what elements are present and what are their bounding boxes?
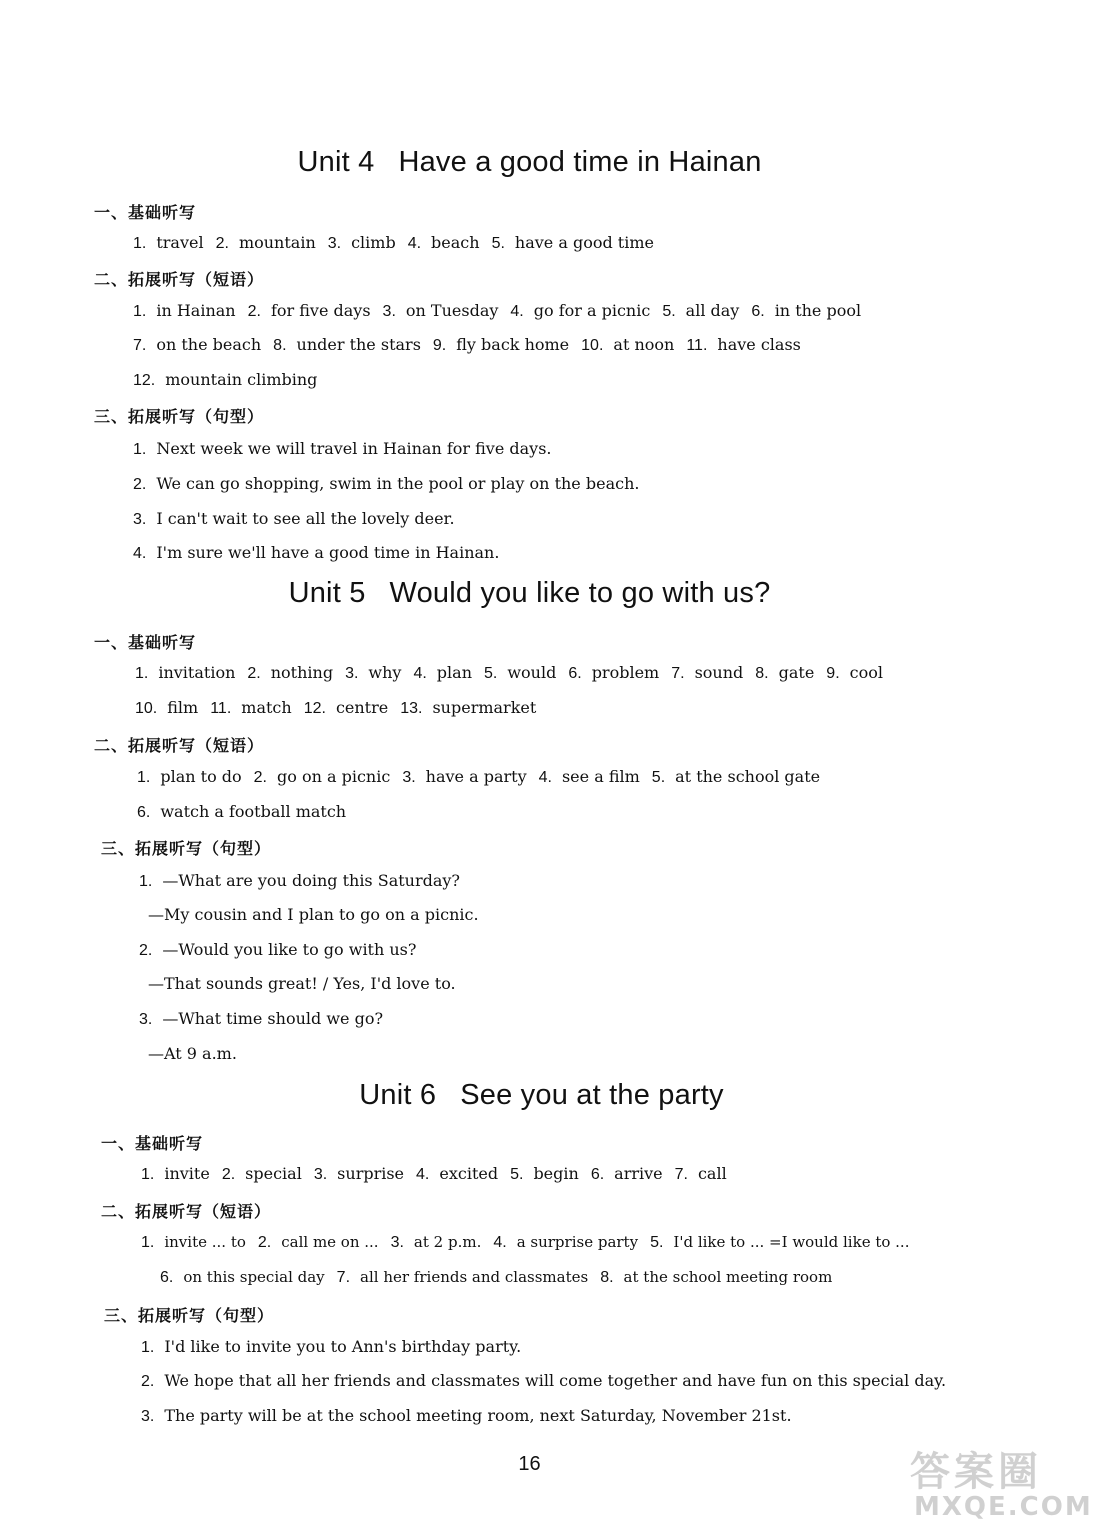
- answer-item: [133, 335, 261, 355]
- item-text: at 2 p.m.: [413, 1233, 482, 1251]
- answer-line: [148, 905, 491, 924]
- item-text: cool: [849, 663, 883, 682]
- item-text: fly back home: [456, 335, 570, 354]
- answer-item: [416, 1164, 498, 1184]
- answer-item: [510, 1164, 579, 1184]
- item-text: plan: [436, 663, 472, 682]
- answer-item: [247, 663, 333, 683]
- item-text: I can't wait to see all the lovely deer.: [156, 509, 455, 528]
- answer-item: [650, 1233, 909, 1252]
- item-text: mountain: [238, 233, 316, 252]
- item-number: 2.: [141, 1373, 155, 1390]
- item-text: all her friends and classmates: [360, 1268, 589, 1286]
- answer-item: [216, 233, 316, 253]
- watermark-logo: [906, 1440, 1093, 1530]
- item-number: 3.: [313, 1166, 328, 1183]
- answer-item: [135, 698, 198, 718]
- item-number: 12.: [303, 700, 326, 717]
- item-text: supermarket: [432, 698, 537, 717]
- item-text: at noon: [613, 335, 675, 354]
- item-text: mountain climbing: [165, 370, 318, 389]
- answer-item: [675, 1164, 727, 1184]
- answer-item: [254, 767, 391, 787]
- item-text: invite: [164, 1164, 210, 1183]
- answer-item: [755, 663, 814, 683]
- item-number: 3.: [402, 769, 416, 786]
- answer-item: [383, 301, 499, 321]
- answer-item: [391, 1233, 482, 1252]
- answer-line: [139, 1009, 395, 1029]
- answer-item: [314, 1164, 404, 1184]
- item-text: I'm sure we'll have a good time in Hainan.: [156, 543, 500, 562]
- answer-item: [400, 698, 536, 718]
- item-number: 8.: [273, 337, 287, 354]
- item-number: 4.: [133, 545, 147, 562]
- item-number: 3.: [133, 511, 147, 528]
- item-text: call: [697, 1164, 727, 1183]
- item-text: go on a picnic: [277, 767, 391, 786]
- answer-line: [137, 767, 832, 787]
- item-text: sound: [694, 663, 744, 682]
- answer-line: [141, 1337, 533, 1357]
- answer-item: [600, 1268, 832, 1287]
- answer-line: [133, 474, 651, 494]
- item-text: in Hainan: [156, 301, 236, 320]
- answer-item: [133, 509, 455, 529]
- unit-6-title: [0, 1079, 1059, 1112]
- item-number: 3.: [345, 665, 359, 682]
- item-text: film: [167, 698, 199, 717]
- answer-item: [133, 474, 639, 494]
- answer-item: [148, 1044, 237, 1063]
- answer-item: [141, 1164, 210, 1184]
- item-number: 2.: [133, 476, 147, 493]
- answer-item: [137, 767, 242, 787]
- answer-line: [141, 1406, 804, 1426]
- answer-line: [135, 663, 895, 683]
- item-number: 1.: [141, 1234, 155, 1251]
- item-text: travel: [156, 233, 204, 252]
- unit-name: Have a good time in Hainan: [398, 146, 762, 178]
- item-text: invitation: [158, 663, 236, 682]
- section-heading: 二、拓展听写（短语）: [94, 736, 265, 755]
- item-number: 6.: [568, 665, 582, 682]
- answer-item: [328, 233, 396, 253]
- item-number: 11.: [686, 337, 708, 354]
- item-text: The party will be at the school meeting room, next Saturday, November 21st.: [164, 1406, 792, 1425]
- section-heading: 三、拓展听写（句型）: [104, 1306, 275, 1325]
- answer-item: [141, 1233, 246, 1252]
- item-number: 2.: [215, 235, 229, 252]
- item-text: have a good time: [514, 233, 654, 252]
- answer-item: [133, 439, 552, 459]
- item-text: special: [245, 1164, 302, 1183]
- item-text: for five days: [270, 301, 371, 320]
- answer-item: [492, 233, 654, 253]
- unit-name: Would you like to go with us?: [389, 577, 771, 609]
- answer-item: [148, 905, 479, 924]
- item-text: —What time should we go?: [162, 1009, 384, 1028]
- item-number: 3.: [327, 235, 342, 252]
- answer-line: [135, 698, 548, 718]
- answer-item: [591, 1164, 663, 1184]
- item-number: 9.: [432, 337, 447, 354]
- answer-line: [133, 439, 564, 459]
- item-text: in the pool: [774, 301, 862, 320]
- answer-item: [662, 301, 739, 321]
- item-text: Next week we will travel in Hainan for five days.: [156, 439, 552, 458]
- answer-line: [133, 509, 467, 529]
- item-number: 11.: [210, 700, 232, 717]
- item-number: 5.: [662, 303, 676, 320]
- item-text: all day: [685, 301, 740, 320]
- item-number: 3.: [382, 303, 396, 320]
- item-number: 1.: [133, 441, 147, 458]
- item-number: 5.: [650, 1234, 664, 1251]
- answer-item: [141, 1371, 946, 1391]
- item-number: 4.: [493, 1234, 507, 1251]
- answer-item: [139, 940, 416, 960]
- section-heading: 二、拓展听写（短语）: [101, 1202, 272, 1221]
- item-number: 3.: [139, 1011, 153, 1028]
- item-number: 7.: [674, 1166, 688, 1183]
- item-number: 6.: [590, 1166, 605, 1183]
- answer-item: [137, 802, 346, 822]
- item-number: 6.: [137, 804, 151, 821]
- item-text: watch a football match: [160, 802, 347, 821]
- answer-item: [304, 698, 389, 718]
- section-heading: 三、拓展听写（句型）: [101, 839, 272, 858]
- item-text: —At 9 a.m.: [148, 1044, 237, 1063]
- item-text: on the beach: [156, 335, 262, 354]
- item-text: on Tuesday: [405, 301, 499, 320]
- answer-item: [510, 301, 650, 321]
- item-text: problem: [591, 663, 660, 682]
- answer-line: [133, 233, 666, 253]
- item-number: 8.: [600, 1269, 614, 1286]
- item-number: 2.: [247, 665, 261, 682]
- item-text: centre: [335, 698, 389, 717]
- item-text: at the school gate: [675, 767, 821, 786]
- item-text: would: [507, 663, 557, 682]
- item-number: 2.: [221, 1166, 236, 1183]
- item-text: match: [241, 698, 292, 717]
- item-number: 1.: [133, 235, 147, 252]
- item-number: 8.: [755, 665, 769, 682]
- item-number: 1.: [141, 1339, 155, 1356]
- item-number: 2.: [247, 303, 261, 320]
- answer-item: [413, 663, 472, 683]
- item-text: We can go shopping, swim in the pool or play on the beach.: [156, 474, 640, 493]
- answer-item: [581, 335, 674, 355]
- answer-line: [148, 1044, 249, 1063]
- item-text: I'd like to invite you to Ann's birthday party.: [164, 1337, 522, 1356]
- answer-item: [751, 301, 861, 321]
- answer-line: [148, 974, 468, 993]
- item-text: beach: [431, 233, 480, 252]
- item-text: have class: [717, 335, 801, 354]
- item-text: excited: [439, 1164, 499, 1183]
- item-number: 1.: [137, 769, 151, 786]
- answer-item: [273, 335, 421, 355]
- unit-number: Unit 5: [288, 577, 366, 609]
- answer-item: [133, 370, 317, 390]
- answer-line: [137, 802, 358, 822]
- unit-number: Unit 4: [297, 146, 375, 178]
- item-text: begin: [533, 1164, 579, 1183]
- answer-item: [133, 301, 236, 321]
- item-number: 4.: [538, 769, 552, 786]
- item-text: a surprise party: [516, 1233, 639, 1251]
- section-heading: 一、基础听写: [94, 633, 197, 652]
- watermark-text: 答案圈: [910, 1449, 1042, 1495]
- answer-item: [484, 663, 556, 683]
- answer-line: [141, 1371, 958, 1391]
- answer-item: [686, 335, 801, 355]
- answer-item: [402, 767, 526, 787]
- answer-line: [133, 370, 329, 390]
- item-number: 1.: [133, 303, 147, 320]
- answer-line: [133, 301, 873, 321]
- answer-item: [139, 871, 460, 891]
- item-text: plan to do: [160, 767, 242, 786]
- unit-number: Unit 6: [359, 1079, 437, 1111]
- item-number: 6.: [160, 1269, 174, 1286]
- item-text: —That sounds great! / Yes, I'd love to.: [148, 974, 456, 993]
- item-number: 1.: [141, 1166, 155, 1183]
- item-text: call me on ...: [281, 1233, 379, 1251]
- item-number: 4.: [407, 235, 422, 252]
- item-number: 4.: [510, 303, 524, 320]
- answer-line: [160, 1268, 844, 1287]
- answer-item: [433, 335, 569, 355]
- item-number: 7.: [336, 1269, 351, 1286]
- page-number: 16: [518, 1453, 541, 1475]
- answer-item: [222, 1164, 302, 1184]
- item-number: 2.: [253, 769, 267, 786]
- item-number: 4.: [416, 1166, 430, 1183]
- answer-item: [210, 698, 291, 718]
- item-text: climb: [351, 233, 396, 252]
- item-number: 1.: [139, 873, 153, 890]
- item-number: 4.: [413, 665, 427, 682]
- answer-item: [133, 233, 204, 253]
- item-text: arrive: [614, 1164, 663, 1183]
- answer-item: [248, 301, 371, 321]
- item-number: 2.: [257, 1234, 272, 1251]
- answer-line: [133, 335, 813, 355]
- item-number: 1.: [135, 665, 149, 682]
- item-number: 6.: [751, 303, 765, 320]
- answer-line: [139, 940, 428, 960]
- answer-line: [141, 1233, 921, 1252]
- item-text: why: [368, 663, 402, 682]
- item-text: I'd like to ... =I would like to ...: [673, 1233, 910, 1251]
- answer-item: [826, 663, 883, 683]
- section-heading: 三、拓展听写（句型）: [94, 407, 265, 426]
- answer-item: [148, 974, 456, 993]
- answer-item: [141, 1406, 792, 1426]
- item-text: have a party: [425, 767, 527, 786]
- item-number: 13.: [400, 700, 423, 717]
- section-heading: 一、基础听写: [101, 1134, 204, 1153]
- unit-4-title: [0, 146, 1059, 179]
- section-heading: 一、基础听写: [94, 203, 197, 222]
- answer-item: [139, 1009, 383, 1029]
- item-number: 5.: [484, 665, 498, 682]
- section-heading: 二、拓展听写（短语）: [94, 270, 265, 289]
- item-text: nothing: [270, 663, 334, 682]
- item-number: 7.: [133, 337, 147, 354]
- item-text: We hope that all her friends and classmates will come together and have fun on this special day.: [164, 1371, 947, 1390]
- item-text: —My cousin and I plan to go on a picnic.: [148, 905, 479, 924]
- answer-item: [135, 663, 235, 683]
- item-text: on this special day: [183, 1268, 325, 1286]
- answer-item: [671, 663, 743, 683]
- answer-item: [337, 1268, 589, 1287]
- answer-item: [258, 1233, 379, 1252]
- answer-item: [408, 233, 480, 253]
- answer-item: [160, 1268, 325, 1287]
- answer-item: [345, 663, 401, 683]
- item-text: see a film: [561, 767, 640, 786]
- item-number: 2.: [139, 942, 153, 959]
- watermark-url: MXQE.COM: [914, 1492, 1093, 1522]
- answer-item: [539, 767, 640, 787]
- item-number: 5.: [491, 235, 505, 252]
- answer-item: [652, 767, 820, 787]
- item-number: 5.: [510, 1166, 524, 1183]
- item-number: 10.: [581, 337, 604, 354]
- item-number: 3.: [390, 1234, 404, 1251]
- answer-item: [141, 1337, 521, 1357]
- unit-5-title: [0, 577, 1059, 610]
- item-number: 3.: [141, 1408, 155, 1425]
- item-text: gate: [778, 663, 815, 682]
- answer-line: [139, 871, 472, 891]
- answer-item: [493, 1233, 638, 1252]
- item-number: 5.: [651, 769, 666, 786]
- item-number: 10.: [135, 700, 158, 717]
- item-number: 12.: [133, 372, 156, 389]
- item-text: —What are you doing this Saturday?: [162, 871, 461, 890]
- item-text: at the school meeting room: [623, 1268, 833, 1286]
- unit-name: See you at the party: [460, 1079, 724, 1111]
- item-text: invite ... to: [164, 1233, 246, 1251]
- answer-item: [568, 663, 659, 683]
- item-text: under the stars: [296, 335, 421, 354]
- item-number: 7.: [671, 665, 685, 682]
- answer-item: [133, 543, 499, 563]
- item-text: go for a picnic: [533, 301, 651, 320]
- item-text: —Would you like to go with us?: [162, 940, 417, 959]
- item-number: 9.: [826, 665, 840, 682]
- item-text: surprise: [337, 1164, 405, 1183]
- answer-line: [133, 543, 511, 563]
- answer-line: [141, 1164, 739, 1184]
